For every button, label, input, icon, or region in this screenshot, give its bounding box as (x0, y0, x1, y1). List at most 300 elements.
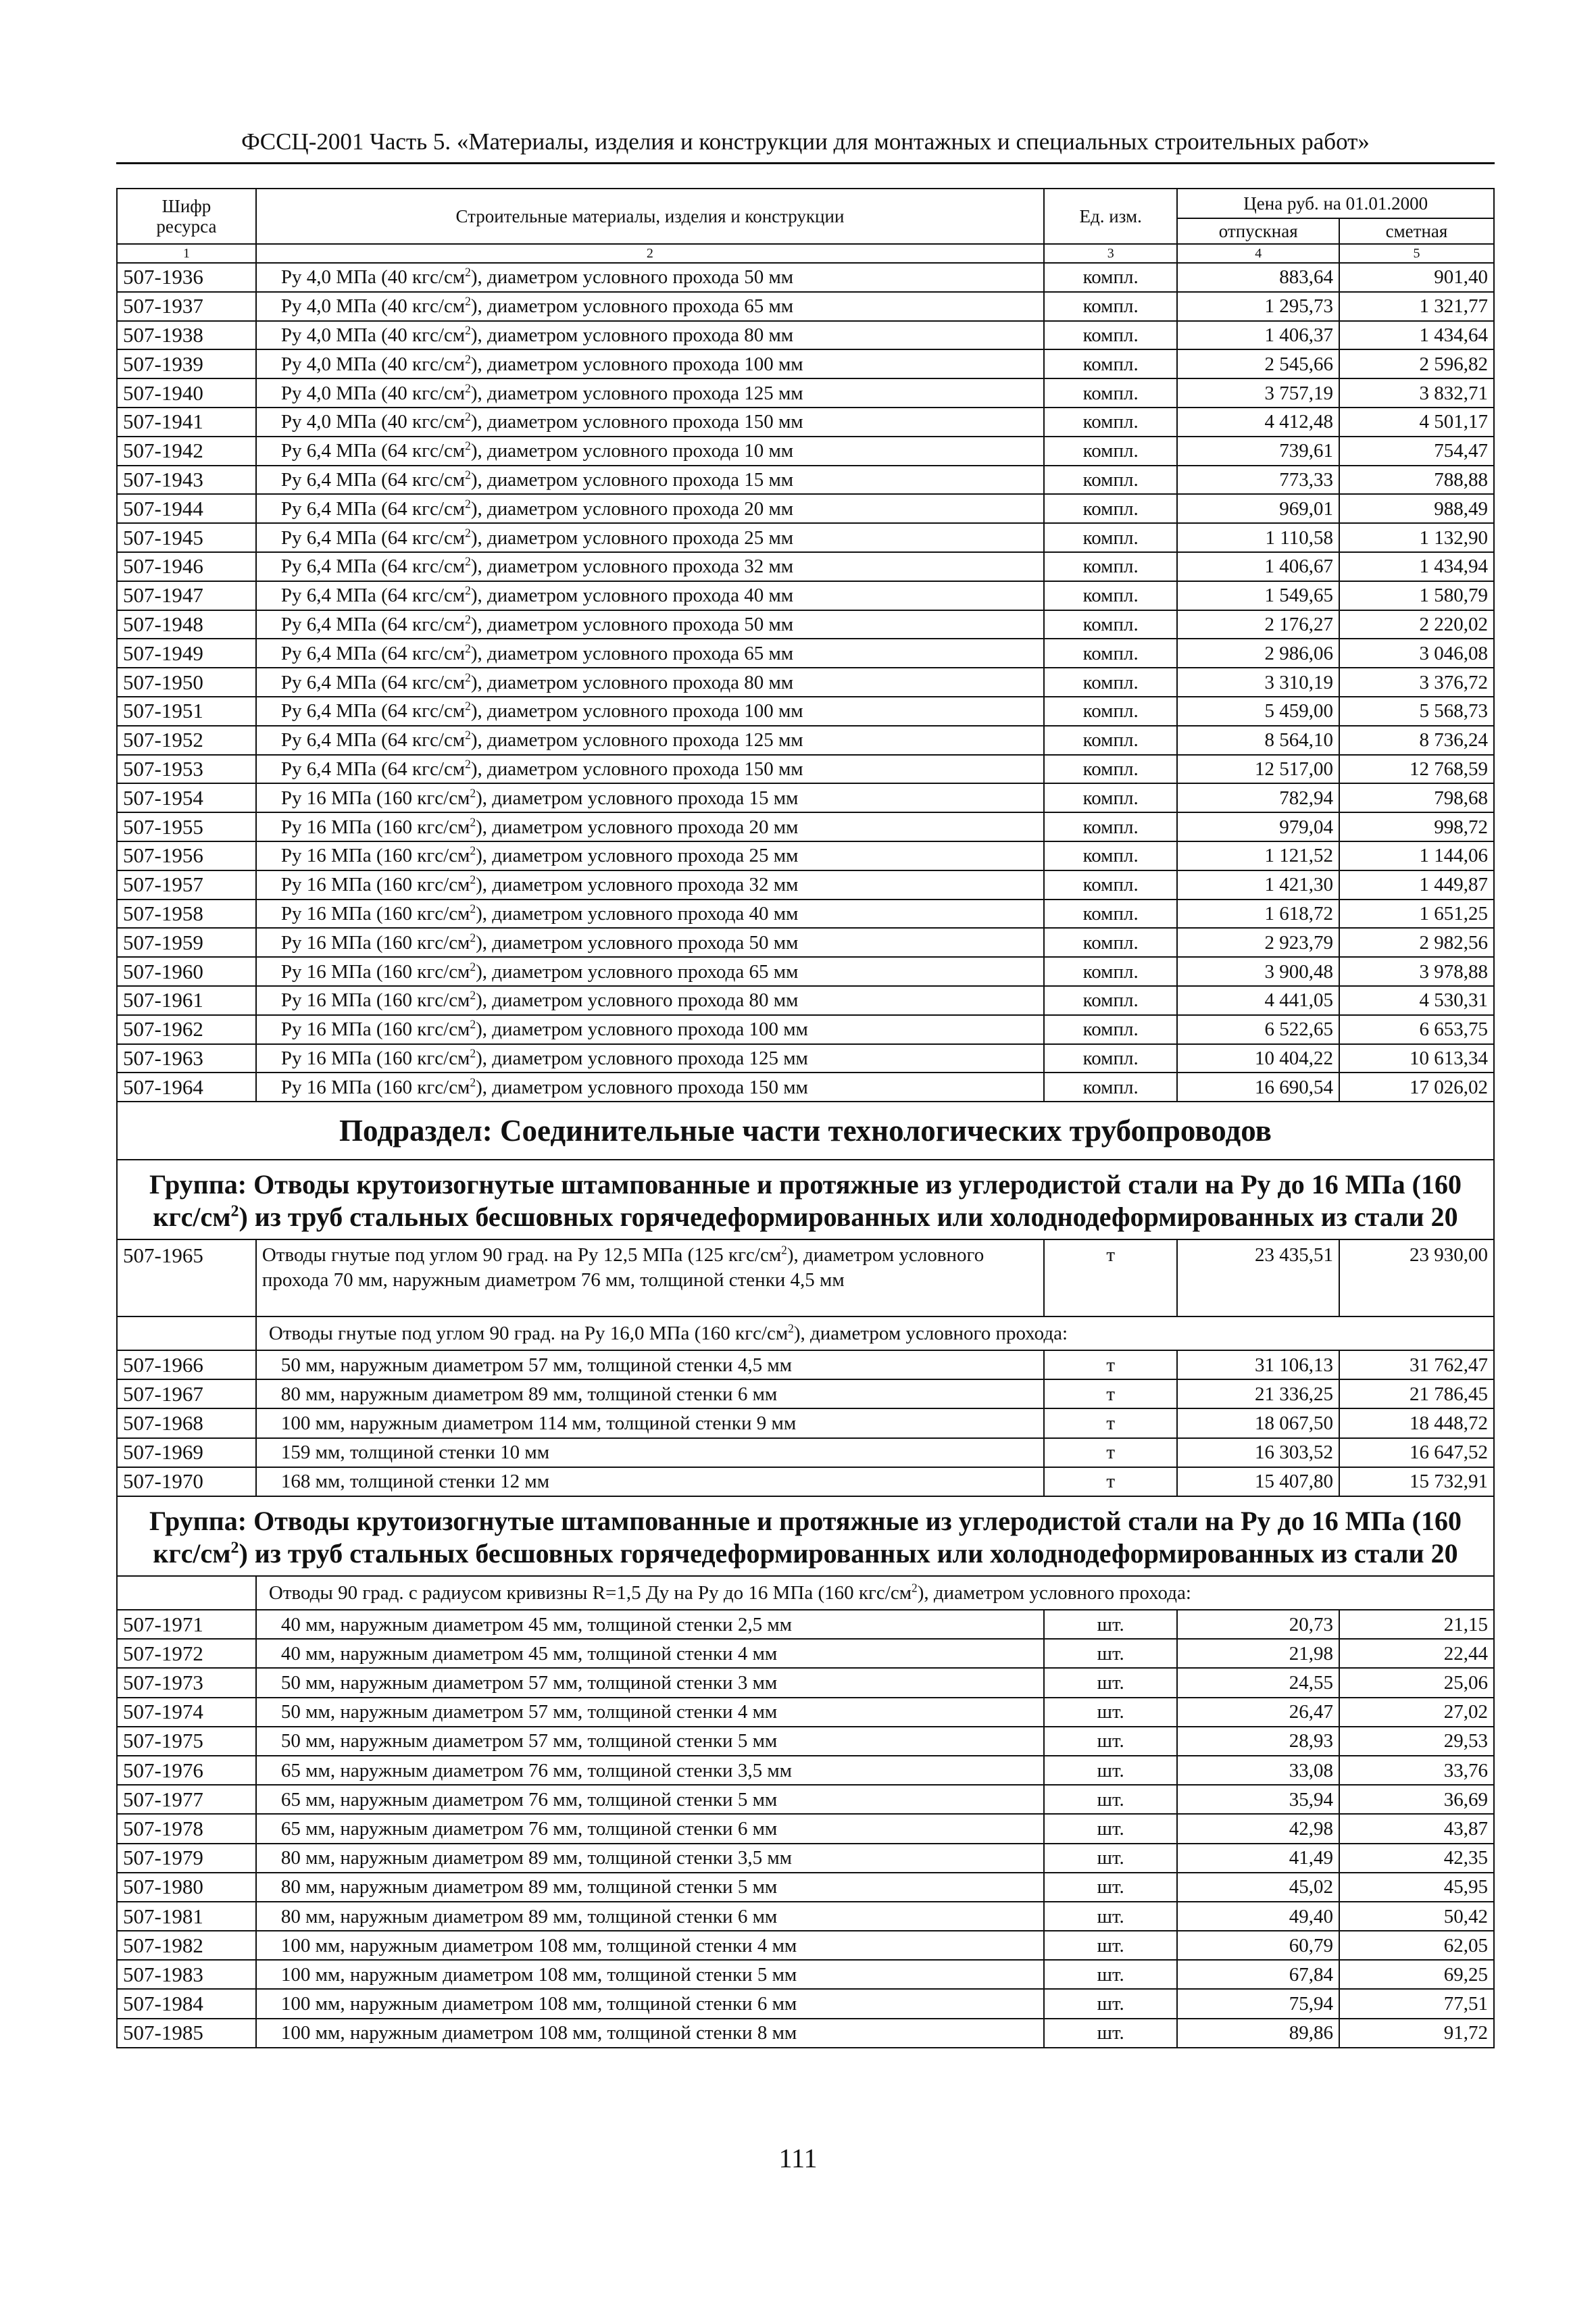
material-name (256, 523, 1044, 552)
release-price: 2 923,79 (1177, 928, 1339, 957)
unit: компл. (1044, 668, 1177, 697)
table-row (117, 523, 1494, 552)
table-row (117, 321, 1494, 350)
release-price: 1 549,65 (1177, 581, 1339, 610)
release-price: 23 435,51 (1177, 1239, 1339, 1316)
material-name (256, 1239, 1044, 1316)
resource-code: 507-1936 (117, 263, 256, 292)
page-header: ФССЦ-2001 Часть 5. «Материалы, изделия и конструкции для монтажных и специальных строительных работ» (241, 128, 1370, 155)
material-name (256, 494, 1044, 523)
unit: шт. (1044, 1668, 1177, 1697)
material-name-text: Ру 6,4 МПа (64 кгс/см (280, 758, 466, 780)
release-price: 773,33 (1177, 466, 1339, 495)
unit: компл. (1044, 321, 1177, 350)
superscript-two: 2 (465, 612, 471, 626)
estimate-price: 36,69 (1339, 1785, 1494, 1814)
release-price: 979,04 (1177, 812, 1339, 841)
material-name (256, 755, 1044, 784)
estimate-price: 77,51 (1339, 1989, 1494, 2018)
resource-code: 507-1973 (117, 1668, 256, 1697)
material-name-text-cont: ), диаметром условного прохода 15 мм (476, 787, 799, 809)
table-row (117, 1873, 1494, 1902)
material-name-text-cont: ), диаметром условного прохода 20 мм (476, 816, 799, 838)
material-name-text: Ру 16 МПа (160 кгс/см (280, 1076, 470, 1098)
estimate-price: 50,42 (1339, 1902, 1494, 1931)
material-name: 100 мм, наружным диаметром 108 мм, толщиной стенки 5 мм (256, 1960, 1044, 1989)
superscript-two: 2 (465, 352, 471, 366)
table-row (117, 1989, 1494, 2018)
material-name: 100 мм, наружным диаметром 114 мм, толщиной стенки 9 мм (256, 1408, 1044, 1437)
unit: шт. (1044, 2019, 1177, 2048)
resource-code: 507-1970 (117, 1467, 256, 1496)
release-price: 75,94 (1177, 1989, 1339, 2018)
unit: компл. (1044, 552, 1177, 581)
unit: компл. (1044, 292, 1177, 321)
estimate-price: 2 982,56 (1339, 928, 1494, 957)
release-price: 15 407,80 (1177, 1467, 1339, 1496)
estimate-price: 91,72 (1339, 2019, 1494, 2048)
estimate-price: 2 220,02 (1339, 610, 1494, 639)
estimate-price: 2 596,82 (1339, 349, 1494, 378)
column-number: 1 (117, 244, 256, 263)
resource-code: 507-1943 (117, 466, 256, 495)
estimate-price: 4 501,17 (1339, 408, 1494, 437)
table-row (117, 986, 1494, 1015)
resource-code: 507-1971 (117, 1610, 256, 1639)
table-row (117, 1639, 1494, 1668)
release-price: 60,79 (1177, 1931, 1339, 1960)
subsection-row (117, 1102, 1494, 1160)
unit: компл. (1044, 581, 1177, 610)
release-price: 1 110,58 (1177, 523, 1339, 552)
unit: шт. (1044, 1639, 1177, 1668)
unit: шт. (1044, 1931, 1177, 1960)
release-price: 21,98 (1177, 1639, 1339, 1668)
material-name: 80 мм, наружным диаметром 89 мм, толщиной стенки 3,5 мм (256, 1844, 1044, 1873)
material-name (256, 1073, 1044, 1102)
page-number: 111 (778, 2143, 818, 2173)
table-row (117, 1044, 1494, 1073)
release-price: 1 295,73 (1177, 292, 1339, 321)
note-text (256, 1316, 1494, 1350)
material-name-text: Ру 16 МПа (160 кгс/см (280, 874, 470, 896)
resource-code: 507-1958 (117, 900, 256, 929)
material-name-text-cont: ), диаметром условного прохода 125 мм (476, 1047, 808, 1069)
price-table-body (117, 189, 1494, 2048)
unit: шт. (1044, 1756, 1177, 1785)
header-rule (116, 162, 1495, 164)
unit: т (1044, 1408, 1177, 1437)
superscript-two: 2 (465, 757, 471, 771)
material-name-text-cont: ), диаметром условного прохода 100 мм (470, 353, 803, 375)
superscript-two: 2 (470, 814, 476, 829)
material-name-text: Ру 6,4 МПа (64 кгс/см (280, 729, 466, 752)
resource-code: 507-1969 (117, 1438, 256, 1467)
group-title-text: Группа: Отводы крутоизогнутые штампованные и протяжные из углеродистой стали на Ру до 16 МПа (160 кгс/см (149, 1506, 1462, 1569)
release-price: 45,02 (1177, 1873, 1339, 1902)
estimate-price: 8 736,24 (1339, 726, 1494, 755)
release-price: 12 517,00 (1177, 755, 1339, 784)
material-name: 100 мм, наружным диаметром 108 мм, толщиной стенки 8 мм (256, 2019, 1044, 2048)
release-price: 969,01 (1177, 494, 1339, 523)
table-row (117, 1698, 1494, 1727)
superscript-two: 2 (470, 959, 476, 973)
material-name (256, 841, 1044, 870)
material-name (256, 610, 1044, 639)
superscript-two: 2 (788, 1321, 794, 1335)
resource-code: 507-1951 (117, 697, 256, 726)
release-price: 2 986,06 (1177, 639, 1339, 668)
table-row (117, 466, 1494, 495)
superscript-two: 2 (230, 1539, 239, 1557)
material-name-text: Ру 6,4 МПа (64 кгс/см (280, 440, 466, 462)
table-row (117, 494, 1494, 523)
resource-code: 507-1942 (117, 437, 256, 466)
material-name: 65 мм, наружным диаметром 76 мм, толщиной стенки 6 мм (256, 1814, 1044, 1843)
material-name (256, 870, 1044, 900)
material-name-text: Ру 6,4 МПа (64 кгс/см (280, 700, 466, 722)
table-row (117, 783, 1494, 812)
resource-code: 507-1962 (117, 1015, 256, 1044)
resource-code: 507-1945 (117, 523, 256, 552)
table-row (117, 1467, 1494, 1496)
unit: компл. (1044, 263, 1177, 292)
estimate-price: 17 026,02 (1339, 1073, 1494, 1102)
superscript-two: 2 (912, 1580, 918, 1594)
release-price: 35,94 (1177, 1785, 1339, 1814)
header-estimate-price: сметная (1339, 218, 1494, 244)
material-name: 40 мм, наружным диаметром 45 мм, толщиной стенки 4 мм (256, 1639, 1044, 1668)
note-text-cont: ), диаметром условного прохода: (917, 1581, 1191, 1604)
release-price: 42,98 (1177, 1814, 1339, 1843)
table-row (117, 841, 1494, 870)
unit: компл. (1044, 783, 1177, 812)
unit: шт. (1044, 1698, 1177, 1727)
release-price: 33,08 (1177, 1756, 1339, 1785)
material-name: 159 мм, толщиной стенки 10 мм (256, 1438, 1044, 1467)
resource-code: 507-1959 (117, 928, 256, 957)
unit: компл. (1044, 841, 1177, 870)
resource-code: 507-1956 (117, 841, 256, 870)
price-table (116, 188, 1495, 2048)
release-price: 4 441,05 (1177, 986, 1339, 1015)
material-name-text-cont: ), диаметром условного прохода 150 мм (470, 758, 803, 780)
superscript-two: 2 (465, 439, 471, 453)
superscript-two: 2 (465, 670, 471, 684)
material-name: 65 мм, наружным диаметром 76 мм, толщиной стенки 3,5 мм (256, 1756, 1044, 1785)
column-number: 4 (1177, 244, 1339, 263)
unit: компл. (1044, 755, 1177, 784)
resource-code: 507-1974 (117, 1698, 256, 1727)
table-row (117, 1438, 1494, 1467)
resource-code: 507-1939 (117, 349, 256, 378)
superscript-two: 2 (465, 380, 471, 395)
material-name-text: Ру 6,4 МПа (64 кгс/см (280, 497, 466, 520)
material-name-text: Ру 4,0 МПа (40 кгс/см (280, 382, 466, 404)
table-row (117, 900, 1494, 929)
unit: шт. (1044, 1727, 1177, 1756)
material-name-text-cont: ), диаметром условного прохода 20 мм (470, 497, 794, 520)
unit: компл. (1044, 697, 1177, 726)
estimate-price: 988,49 (1339, 494, 1494, 523)
release-price: 67,84 (1177, 1960, 1339, 1989)
estimate-price: 1 132,90 (1339, 523, 1494, 552)
estimate-price: 27,02 (1339, 1698, 1494, 1727)
unit: компл. (1044, 928, 1177, 957)
material-name: 80 мм, наружным диаметром 89 мм, толщиной стенки 5 мм (256, 1873, 1044, 1902)
group-row (117, 1160, 1494, 1239)
resource-code: 507-1949 (117, 639, 256, 668)
resource-code: 507-1947 (117, 581, 256, 610)
superscript-two: 2 (781, 1243, 787, 1257)
unit: компл. (1044, 986, 1177, 1015)
material-name (256, 639, 1044, 668)
material-name-text: Ру 4,0 МПа (40 кгс/см (280, 266, 466, 289)
resource-code: 507-1953 (117, 755, 256, 784)
material-name-text-cont: ), диаметром условного прохода 32 мм (476, 874, 799, 896)
table-row (117, 697, 1494, 726)
estimate-price: 42,35 (1339, 1844, 1494, 1873)
material-name-text: Ру 16 МПа (160 кгс/см (280, 845, 470, 867)
release-price: 3 900,48 (1177, 957, 1339, 986)
table-row (117, 349, 1494, 378)
resource-code: 507-1940 (117, 378, 256, 408)
resource-code: 507-1965 (117, 1239, 256, 1316)
material-name: 168 мм, толщиной стенки 12 мм (256, 1467, 1044, 1496)
release-price: 18 067,50 (1177, 1408, 1339, 1437)
table-row (117, 755, 1494, 784)
resource-code: 507-1938 (117, 321, 256, 350)
estimate-price: 5 568,73 (1339, 697, 1494, 726)
column-numbers-row (117, 244, 1494, 263)
resource-code: 507-1977 (117, 1785, 256, 1814)
table-row (117, 2019, 1494, 2048)
material-name-text-cont: ), диаметром условного прохода 10 мм (470, 440, 794, 462)
estimate-price: 21,15 (1339, 1610, 1494, 1639)
material-name (256, 1015, 1044, 1044)
estimate-price: 23 930,00 (1339, 1239, 1494, 1316)
estimate-price: 25,06 (1339, 1668, 1494, 1697)
table-row (117, 610, 1494, 639)
estimate-price: 4 530,31 (1339, 986, 1494, 1015)
material-name-text: Ру 16 МПа (160 кгс/см (280, 1018, 470, 1041)
estimate-price: 45,95 (1339, 1873, 1494, 1902)
material-name-text: Ру 16 МПа (160 кгс/см (280, 902, 470, 925)
estimate-price: 33,76 (1339, 1756, 1494, 1785)
material-name-text: Ру 4,0 МПа (40 кгс/см (280, 324, 466, 346)
unit: компл. (1044, 870, 1177, 900)
material-name-text: Ру 16 МПа (160 кгс/см (280, 787, 470, 809)
resource-code: 507-1968 (117, 1408, 256, 1437)
estimate-price: 3 832,71 (1339, 378, 1494, 408)
unit: т (1044, 1438, 1177, 1467)
release-price: 20,73 (1177, 1610, 1339, 1639)
superscript-two: 2 (470, 1075, 476, 1089)
estimate-price: 21 786,45 (1339, 1379, 1494, 1408)
material-name-text-cont: ), диаметром условного прохода 100 мм (476, 1018, 808, 1041)
release-price: 1 406,67 (1177, 552, 1339, 581)
resource-code: 507-1979 (117, 1844, 256, 1873)
material-name (256, 349, 1044, 378)
table-row (117, 1844, 1494, 1873)
superscript-two: 2 (470, 931, 476, 945)
resource-code: 507-1983 (117, 1960, 256, 1989)
material-name-text-cont: ), диаметром условного прохода 80 мм (470, 324, 794, 346)
material-name-text: Ру 16 МПа (160 кгс/см (280, 960, 470, 983)
resource-code: 507-1966 (117, 1350, 256, 1379)
release-price: 6 522,65 (1177, 1015, 1339, 1044)
unit: т (1044, 1350, 1177, 1379)
material-name: 50 мм, наружным диаметром 57 мм, толщиной стенки 4,5 мм (256, 1350, 1044, 1379)
subsection-title: Подраздел: Соединительные части технологических трубопроводов (117, 1102, 1494, 1160)
unit: компл. (1044, 408, 1177, 437)
resource-code: 507-1957 (117, 870, 256, 900)
material-name-text: Ру 16 МПа (160 кгс/см (280, 989, 470, 1012)
unit: компл. (1044, 466, 1177, 495)
resource-code: 507-1954 (117, 783, 256, 812)
superscript-two: 2 (465, 728, 471, 742)
estimate-price: 3 376,72 (1339, 668, 1494, 697)
superscript-two: 2 (465, 294, 471, 308)
estimate-price: 1 651,25 (1339, 900, 1494, 929)
unit: шт. (1044, 1960, 1177, 1989)
release-price: 49,40 (1177, 1902, 1339, 1931)
material-name-text-cont: ), диаметром условного прохода 15 мм (470, 468, 794, 491)
estimate-price: 1 449,87 (1339, 870, 1494, 900)
table-row (117, 726, 1494, 755)
table-row (117, 1931, 1494, 1960)
table-row (117, 581, 1494, 610)
table-row (117, 870, 1494, 900)
material-name-text-cont: ), диаметром условного прохода 40 мм (476, 902, 799, 925)
material-name-text-cont: ), диаметром условного прохода 100 мм (470, 700, 803, 722)
material-name (256, 928, 1044, 957)
estimate-price: 798,68 (1339, 783, 1494, 812)
superscript-two: 2 (465, 554, 471, 568)
resource-code: 507-1955 (117, 812, 256, 841)
material-name: 40 мм, наружным диаметром 45 мм, толщиной стенки 2,5 мм (256, 1610, 1044, 1639)
resource-code: 507-1946 (117, 552, 256, 581)
resource-code: 507-1978 (117, 1814, 256, 1843)
column-number: 2 (256, 244, 1044, 263)
estimate-price: 788,88 (1339, 466, 1494, 495)
release-price: 3 757,19 (1177, 378, 1339, 408)
release-price: 41,49 (1177, 1844, 1339, 1873)
column-number: 5 (1339, 244, 1494, 263)
resource-code: 507-1980 (117, 1873, 256, 1902)
table-row (117, 1960, 1494, 1989)
resource-code: 507-1967 (117, 1379, 256, 1408)
material-name-text-cont: ), диаметром условного прохода 150 мм (476, 1076, 808, 1098)
material-name: 50 мм, наружным диаметром 57 мм, толщиной стенки 3 мм (256, 1668, 1044, 1697)
estimate-price: 22,44 (1339, 1639, 1494, 1668)
estimate-price: 29,53 (1339, 1727, 1494, 1756)
unit: шт. (1044, 1844, 1177, 1873)
table-row (117, 1239, 1494, 1316)
material-name: 100 мм, наружным диаметром 108 мм, толщиной стенки 6 мм (256, 1989, 1044, 2018)
release-price: 16 690,54 (1177, 1073, 1339, 1102)
resource-code: 507-1976 (117, 1756, 256, 1785)
material-name-text-cont: ), диаметром условного прохода 25 мм (470, 526, 794, 549)
unit: компл. (1044, 378, 1177, 408)
material-name (256, 263, 1044, 292)
header-price: Цена руб. на 01.01.2000 (1177, 189, 1494, 218)
material-name: 80 мм, наружным диаметром 89 мм, толщиной стенки 6 мм (256, 1379, 1044, 1408)
resource-code: 507-1985 (117, 2019, 256, 2048)
release-price: 1 618,72 (1177, 900, 1339, 929)
release-price: 4 412,48 (1177, 408, 1339, 437)
header-release-price: отпускная (1177, 218, 1339, 244)
resource-code: 507-1963 (117, 1044, 256, 1073)
release-price: 8 564,10 (1177, 726, 1339, 755)
table-row (117, 928, 1494, 957)
superscript-two: 2 (465, 525, 471, 539)
table-row (117, 812, 1494, 841)
release-price: 24,55 (1177, 1668, 1339, 1697)
material-name-text: Ру 4,0 МПа (40 кгс/см (280, 295, 466, 318)
material-name (256, 581, 1044, 610)
release-price: 1 406,37 (1177, 321, 1339, 350)
release-price: 739,61 (1177, 437, 1339, 466)
table-row (117, 292, 1494, 321)
material-name-text: Ру 6,4 МПа (64 кгс/см (280, 556, 466, 578)
table-row (117, 1668, 1494, 1697)
superscript-two: 2 (470, 1046, 476, 1060)
estimate-price: 62,05 (1339, 1931, 1494, 1960)
empty-cell (117, 1576, 256, 1610)
table-row (117, 437, 1494, 466)
unit: компл. (1044, 639, 1177, 668)
table-row (117, 263, 1494, 292)
group-title (117, 1160, 1494, 1239)
table-header-row (117, 189, 1494, 218)
unit: шт. (1044, 1785, 1177, 1814)
estimate-price: 3 978,88 (1339, 957, 1494, 986)
material-name-text: Ру 6,4 МПа (64 кгс/см (280, 468, 466, 491)
table-row (117, 1610, 1494, 1639)
resource-code: 507-1960 (117, 957, 256, 986)
note-text: Отводы 90 град. с радиусом кривизны R=1,5 Ду на Ру до 16 МПа (160 кгс/см (268, 1581, 912, 1604)
estimate-price: 18 448,72 (1339, 1408, 1494, 1437)
material-name (256, 292, 1044, 321)
material-name-text-cont: ), диаметром условного прохода 25 мм (476, 845, 799, 867)
table-row (117, 1350, 1494, 1379)
estimate-price: 15 732,91 (1339, 1467, 1494, 1496)
estimate-price: 1 321,77 (1339, 292, 1494, 321)
table-row (117, 1015, 1494, 1044)
superscript-two: 2 (465, 583, 471, 597)
unit: шт. (1044, 1902, 1177, 1931)
table-row (117, 639, 1494, 668)
material-name-text: Ру 16 МПа (160 кгс/см (280, 1047, 470, 1069)
material-name-text: Ру 6,4 МПа (64 кгс/см (280, 526, 466, 549)
resource-code: 507-1984 (117, 1989, 256, 2018)
release-price: 2 176,27 (1177, 610, 1339, 639)
resource-code: 507-1964 (117, 1073, 256, 1102)
material-name (256, 697, 1044, 726)
table-row (117, 552, 1494, 581)
superscript-two: 2 (470, 843, 476, 858)
note-text-cont: ), диаметром условного прохода: (793, 1322, 1068, 1344)
material-name-text-cont: ), диаметром условного прохода 70 мм, наружным диаметром 76 мм, толщиной стенки 4,5 мм (261, 1244, 984, 1291)
material-name (256, 466, 1044, 495)
header-name: Строительные материалы, изделия и конструкции (256, 189, 1044, 244)
material-name (256, 378, 1044, 408)
column-number: 3 (1044, 244, 1177, 263)
release-price: 26,47 (1177, 1698, 1339, 1727)
resource-code: 507-1950 (117, 668, 256, 697)
unit: т (1044, 1239, 1177, 1316)
